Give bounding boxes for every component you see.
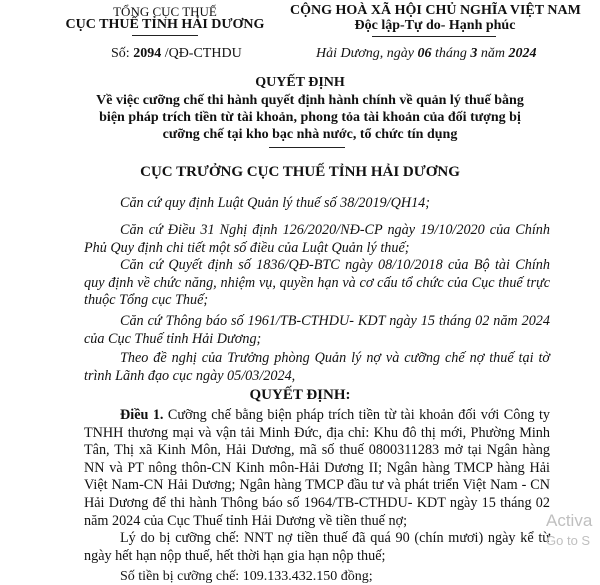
number-prefix: Số: xyxy=(111,46,134,61)
place-date xyxy=(316,46,536,62)
month-label: tháng xyxy=(431,46,471,61)
place-date-prefix: Hải Dương, ngày xyxy=(316,46,418,61)
enforcement-reason: Lý do bị cưỡng chế: NNT nợ tiền thuế đã quá 90 (chín mươi) ngày kể từ ngày hết hạn nộp thuế, hết thời hạn gia hạn nộp thuế; xyxy=(84,530,550,564)
article-1-label: Điều 1. xyxy=(120,407,164,423)
date-day: 06 xyxy=(417,46,432,61)
year-label: năm xyxy=(477,46,509,61)
basis-3: Căn cứ Quyết định số 1836/QĐ-BTC ngày 08/10/2018 của Bộ tài Chính quy định về chức năng, nhiệm vụ, quyền hạn và cơ cấu tổ chức của Cục thuế trực thuộc Tổng cục Thuế; xyxy=(84,257,550,309)
agency-top: TỔNG CỤC THUẾ xyxy=(113,4,217,19)
country-name: CỘNG HOÀ XÃ HỘI CHỦ NGHĨA VIỆT NAM xyxy=(290,3,581,18)
decision-heading: QUYẾT ĐỊNH: xyxy=(249,387,351,403)
basis-4: Căn cứ Thông báo số 1961/TB-CTHDU- KDT ngày 15 tháng 02 năm 2024 của Cục Thuế tỉnh Hải Dương; xyxy=(84,313,550,347)
article-1 xyxy=(84,407,550,530)
document-title: QUYẾT ĐỊNH xyxy=(255,75,345,90)
article-1-text: Cưỡng chế bằng biện pháp trích tiền từ tài khoản đối với Công ty TNHH thương mại và vận tải Minh Đức, địa chỉ: Khu đô thị mới, Phường Minh Tân, Thị xã Kinh Môn, Hải Dương, mã số thuế 0800311283 mở tại Ngân hàng NN và PT nông thôn-CN Kinh môn-Hải Dương II; Ngân hàng TMCP hàng Hải Việt Nam-CN Hải Dương; Ngân hàng TMCP đầu tư và phát triển Việt Nam - CN Hải Dương để thi hành Thông báo số 1964/TB-CTHDU- KDT ngày 15 tháng 02 năm 2024 của Cục Thuế tỉnh Hải Dương về tiền thuế nợ; xyxy=(84,407,550,529)
basis-1: Căn cứ quy định Luật Quản lý thuế số 38/2019/QH14; xyxy=(120,195,430,211)
date-year: 2024 xyxy=(508,46,537,61)
activation-watermark-line1: Activa xyxy=(546,511,593,530)
basis-2: Căn cứ Điều 31 Nghị định 126/2020/NĐ-CP ngày 19/10/2020 của Chính Phủ Quy định chi tiết một số điều của Luật Quản lý thuế; xyxy=(84,222,550,256)
date-month: 3 xyxy=(470,46,478,61)
motto: Độc lập-Tự do- Hạnh phúc xyxy=(354,18,516,33)
agency-name: CỤC THUẾ TỈNH HẢI DƯƠNG xyxy=(65,17,265,32)
number-value: 2094 xyxy=(133,46,162,61)
subject-underline xyxy=(269,147,345,148)
subject-line-1: Về việc cưỡng chế thi hành quyết định hành chính về quản lý thuế bằng xyxy=(96,93,524,108)
subject-line-2: biện pháp trích tiền từ tài khoản, phong tỏa tài khoản của đối tượng bị xyxy=(99,110,521,125)
issuer-title: CỤC TRƯỞNG CỤC THUẾ TỈNH HẢI DƯƠNG xyxy=(140,164,460,180)
document-number xyxy=(111,46,242,62)
motto-underline xyxy=(372,36,496,37)
subject-line-3: cưỡng chế tại kho bạc nhà nước, tổ chức tín dụng xyxy=(162,127,458,142)
activation-watermark-line2: Go to S xyxy=(546,533,591,548)
enforcement-amount: Số tiền bị cưỡng chế: 109.133.432.150 đồng; xyxy=(120,569,373,584)
number-suffix: /QĐ-CTHDU xyxy=(161,46,242,61)
agency-underline xyxy=(132,35,198,36)
basis-5: Theo đề nghị của Trưởng phòng Quản lý nợ và cưỡng chế nợ thuế tại tờ trình Lãnh đạo cục ngày 05/03/2024, xyxy=(84,350,550,384)
